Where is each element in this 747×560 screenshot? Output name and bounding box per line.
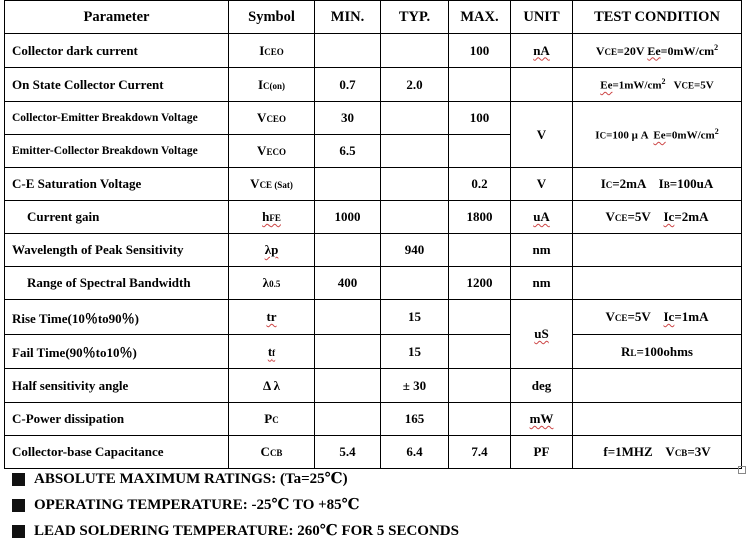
cond-text: =1mW/cm — [612, 79, 662, 92]
min-cell — [315, 300, 381, 335]
cond-text: Ee — [653, 129, 666, 142]
min-cell — [315, 234, 381, 267]
cond-sub: C — [599, 130, 607, 141]
symbol-main: P — [264, 411, 273, 426]
max-cell: 1200 — [449, 267, 511, 300]
table-row — [5, 34, 742, 68]
symbol-cell — [229, 335, 315, 369]
unit-cell — [511, 300, 573, 369]
min-cell — [315, 369, 381, 403]
typ-cell — [381, 34, 449, 68]
note-text: OPERATING TEMPERATURE: -25℃ TO +85℃ — [34, 497, 360, 513]
unit-cell — [511, 34, 573, 68]
condition-cell — [573, 34, 742, 68]
cond-sub: C — [605, 180, 613, 190]
typ-cell — [381, 102, 449, 135]
param-cell: Current gain — [5, 201, 229, 234]
cond-text: =0mW/cm — [665, 129, 715, 142]
max-cell — [449, 234, 511, 267]
max-cell: 100 — [449, 34, 511, 68]
symbol-cell — [229, 102, 315, 135]
param-cell: Fail Time(90％to10％) — [5, 335, 229, 369]
cond-text: V — [595, 43, 605, 58]
symbol-sub: CEO — [264, 46, 284, 57]
unit-text: uS — [534, 326, 549, 341]
symbol-main: V — [250, 176, 260, 191]
square-bullet-icon — [12, 499, 25, 512]
cond-sub: B — [663, 180, 670, 190]
unit-cell: nm — [511, 234, 573, 267]
param-cell: C-Power dissipation — [5, 403, 229, 436]
condition-cell — [573, 234, 742, 267]
cond-text: Ic — [663, 309, 675, 324]
note-text: LEAD SOLDERING TEMPERATURE: 260℃ FOR 5 SECONDS — [34, 523, 459, 539]
cond-text: V — [605, 309, 615, 324]
unit-cell: V — [511, 168, 573, 201]
header-typ: TYP. — [381, 1, 449, 34]
param-cell: Rise Time(10％to90％) — [5, 300, 229, 335]
symbol-sub: C — [272, 415, 279, 425]
param-cell: Collector-base Capacitance — [5, 436, 229, 469]
param-cell: C-E Saturation Voltage — [5, 168, 229, 201]
param-cell: Emitter-Collector Breakdown Voltage — [5, 135, 229, 168]
condition-cell — [573, 300, 742, 335]
condition-cell — [573, 102, 742, 168]
header-parameter: Parameter — [5, 1, 229, 34]
typ-cell: ± 30 — [381, 369, 449, 403]
symbol-cell — [229, 201, 315, 234]
cond-text: Ee — [600, 79, 613, 92]
symbol-main: C — [260, 444, 270, 459]
table-row — [5, 403, 742, 436]
condition-cell — [573, 68, 742, 102]
symbol-sub: f — [272, 347, 276, 358]
cond-sub: CE — [614, 313, 628, 323]
typ-cell: 165 — [381, 403, 449, 436]
table-row — [5, 436, 742, 469]
min-cell: 1000 — [315, 201, 381, 234]
typ-cell: 15 — [381, 335, 449, 369]
symbol-main: λ — [262, 275, 270, 290]
typ-cell — [381, 168, 449, 201]
symbol-cell — [229, 34, 315, 68]
symbol-sub: 0.5 — [269, 279, 281, 289]
table-row — [5, 335, 742, 369]
cond-text: Ic — [663, 209, 675, 224]
cond-text: =5V — [627, 209, 664, 224]
unit-cell: nm — [511, 267, 573, 300]
header-row — [5, 1, 742, 34]
max-cell: 7.4 — [449, 436, 511, 469]
cond-sub: CE — [604, 46, 618, 57]
unit-text: nA — [533, 42, 550, 58]
max-cell — [449, 68, 511, 102]
unit-cell: deg — [511, 369, 573, 403]
table-row — [5, 300, 742, 335]
min-cell: 0.7 — [315, 68, 381, 102]
max-cell — [449, 403, 511, 436]
cond-text: =2mA I — [612, 176, 664, 191]
notes-list — [10, 466, 459, 544]
symbol-cell — [229, 234, 315, 267]
symbol-cell — [229, 68, 315, 102]
table-row — [5, 68, 742, 102]
typ-cell: 6.4 — [381, 436, 449, 469]
symbol-main: V — [257, 110, 267, 125]
cond-text: =100ohms — [636, 343, 693, 359]
condition-cell — [573, 168, 742, 201]
unit-cell — [511, 201, 573, 234]
symbol-wrap — [262, 209, 281, 224]
specification-table — [4, 0, 742, 469]
header-max: MAX. — [449, 1, 511, 34]
cond-text: Ee — [647, 43, 661, 58]
min-cell: 400 — [315, 267, 381, 300]
note-item — [10, 492, 459, 518]
header-test-condition: TEST CONDITION — [573, 1, 742, 34]
symbol-main: tr — [266, 309, 277, 324]
symbol-cell — [229, 300, 315, 335]
cond-sub: CE — [614, 213, 628, 223]
symbol-sub: ECO — [266, 147, 286, 157]
note-item — [10, 518, 459, 544]
symbol-sub: CB — [269, 448, 283, 458]
cond-text: I — [595, 129, 600, 142]
max-cell — [449, 369, 511, 403]
note-item — [10, 466, 459, 492]
cond-text: V — [605, 209, 615, 224]
max-cell: 100 — [449, 102, 511, 135]
typ-cell — [381, 135, 449, 168]
cond-text: =3V — [687, 444, 711, 459]
unit-text: mW — [529, 411, 554, 426]
symbol-wrap — [268, 344, 275, 359]
typ-cell: 15 — [381, 300, 449, 335]
cond-sup: 2 — [714, 42, 719, 52]
condition-cell — [573, 335, 742, 369]
min-cell: 6.5 — [315, 135, 381, 168]
param-cell: Range of Spectral Bandwidth — [5, 267, 229, 300]
header-symbol: Symbol — [229, 1, 315, 34]
max-cell — [449, 135, 511, 168]
cond-text: =1mA — [674, 309, 709, 324]
cond-text: V — [665, 79, 682, 92]
symbol-cell: Δ λ — [229, 369, 315, 403]
param-cell: On State Collector Current — [5, 68, 229, 102]
cond-sup: 2 — [714, 127, 719, 137]
max-cell: 0.2 — [449, 168, 511, 201]
unit-cell: V — [511, 102, 573, 168]
square-bullet-icon — [12, 473, 25, 486]
cond-text: =100 μ A — [606, 129, 654, 142]
min-cell: 30 — [315, 102, 381, 135]
cond-text: R — [621, 343, 631, 359]
table-row — [5, 201, 742, 234]
unit-cell: PF — [511, 436, 573, 469]
note-text: ABSOLUTE MAXIMUM RATINGS: (Ta=25℃) — [34, 471, 348, 487]
cond-text: =2mA — [674, 209, 709, 224]
min-cell — [315, 335, 381, 369]
condition-cell — [573, 403, 742, 436]
table-row — [5, 102, 742, 135]
symbol-main: λp — [264, 242, 279, 257]
min-cell: 5.4 — [315, 436, 381, 469]
min-cell — [315, 34, 381, 68]
symbol-sub: C(on) — [263, 80, 286, 91]
condition-cell — [573, 201, 742, 234]
param-cell: Collector-Emitter Breakdown Voltage — [5, 102, 229, 135]
typ-cell — [381, 201, 449, 234]
typ-cell: 940 — [381, 234, 449, 267]
square-bullet-icon — [12, 525, 25, 538]
symbol-cell — [229, 135, 315, 168]
symbol-cell — [229, 168, 315, 201]
symbol-main: V — [257, 143, 267, 158]
cond-text: =5V — [627, 309, 664, 324]
cond-text: I — [600, 176, 606, 191]
symbol-sub: CEO — [266, 114, 286, 124]
symbol-main: t — [267, 343, 273, 359]
param-cell: Collector dark current — [5, 34, 229, 68]
unit-text: uA — [533, 209, 550, 224]
header-unit: UNIT — [511, 1, 573, 34]
cond-sub: L — [630, 347, 637, 358]
symbol-main: I — [257, 76, 264, 92]
table-row — [5, 234, 742, 267]
symbol-main: h — [262, 209, 270, 224]
param-cell: Half sensitivity angle — [5, 369, 229, 403]
typ-cell — [381, 267, 449, 300]
resize-handle-icon — [738, 466, 746, 474]
cond-text: f=1MHZ V — [603, 444, 675, 459]
cond-sub: CB — [674, 448, 688, 458]
min-cell — [315, 403, 381, 436]
symbol-sub: CE (Sat) — [259, 180, 293, 190]
param-cell: Wavelength of Peak Sensitivity — [5, 234, 229, 267]
condition-cell — [573, 436, 742, 469]
condition-cell — [573, 369, 742, 403]
cond-text: =0mW/cm — [660, 43, 715, 58]
symbol-cell — [229, 403, 315, 436]
table-row — [5, 369, 742, 403]
symbol-sub: FE — [269, 213, 281, 223]
min-cell — [315, 168, 381, 201]
table-row — [5, 168, 742, 201]
symbol-main: I — [259, 42, 265, 58]
unit-cell — [511, 403, 573, 436]
cond-text: =5V — [694, 79, 714, 92]
max-cell — [449, 335, 511, 369]
cond-sup: 2 — [661, 77, 666, 87]
cond-text: =100uA — [669, 176, 714, 191]
symbol-cell — [229, 436, 315, 469]
symbol-cell — [229, 267, 315, 300]
cond-sub: CE — [681, 80, 695, 91]
typ-cell: 2.0 — [381, 68, 449, 102]
condition-cell — [573, 267, 742, 300]
max-cell — [449, 300, 511, 335]
table-row — [5, 267, 742, 300]
unit-cell — [511, 68, 573, 102]
header-min: MIN. — [315, 1, 381, 34]
max-cell: 1800 — [449, 201, 511, 234]
cond-text: =20V — [617, 43, 648, 58]
